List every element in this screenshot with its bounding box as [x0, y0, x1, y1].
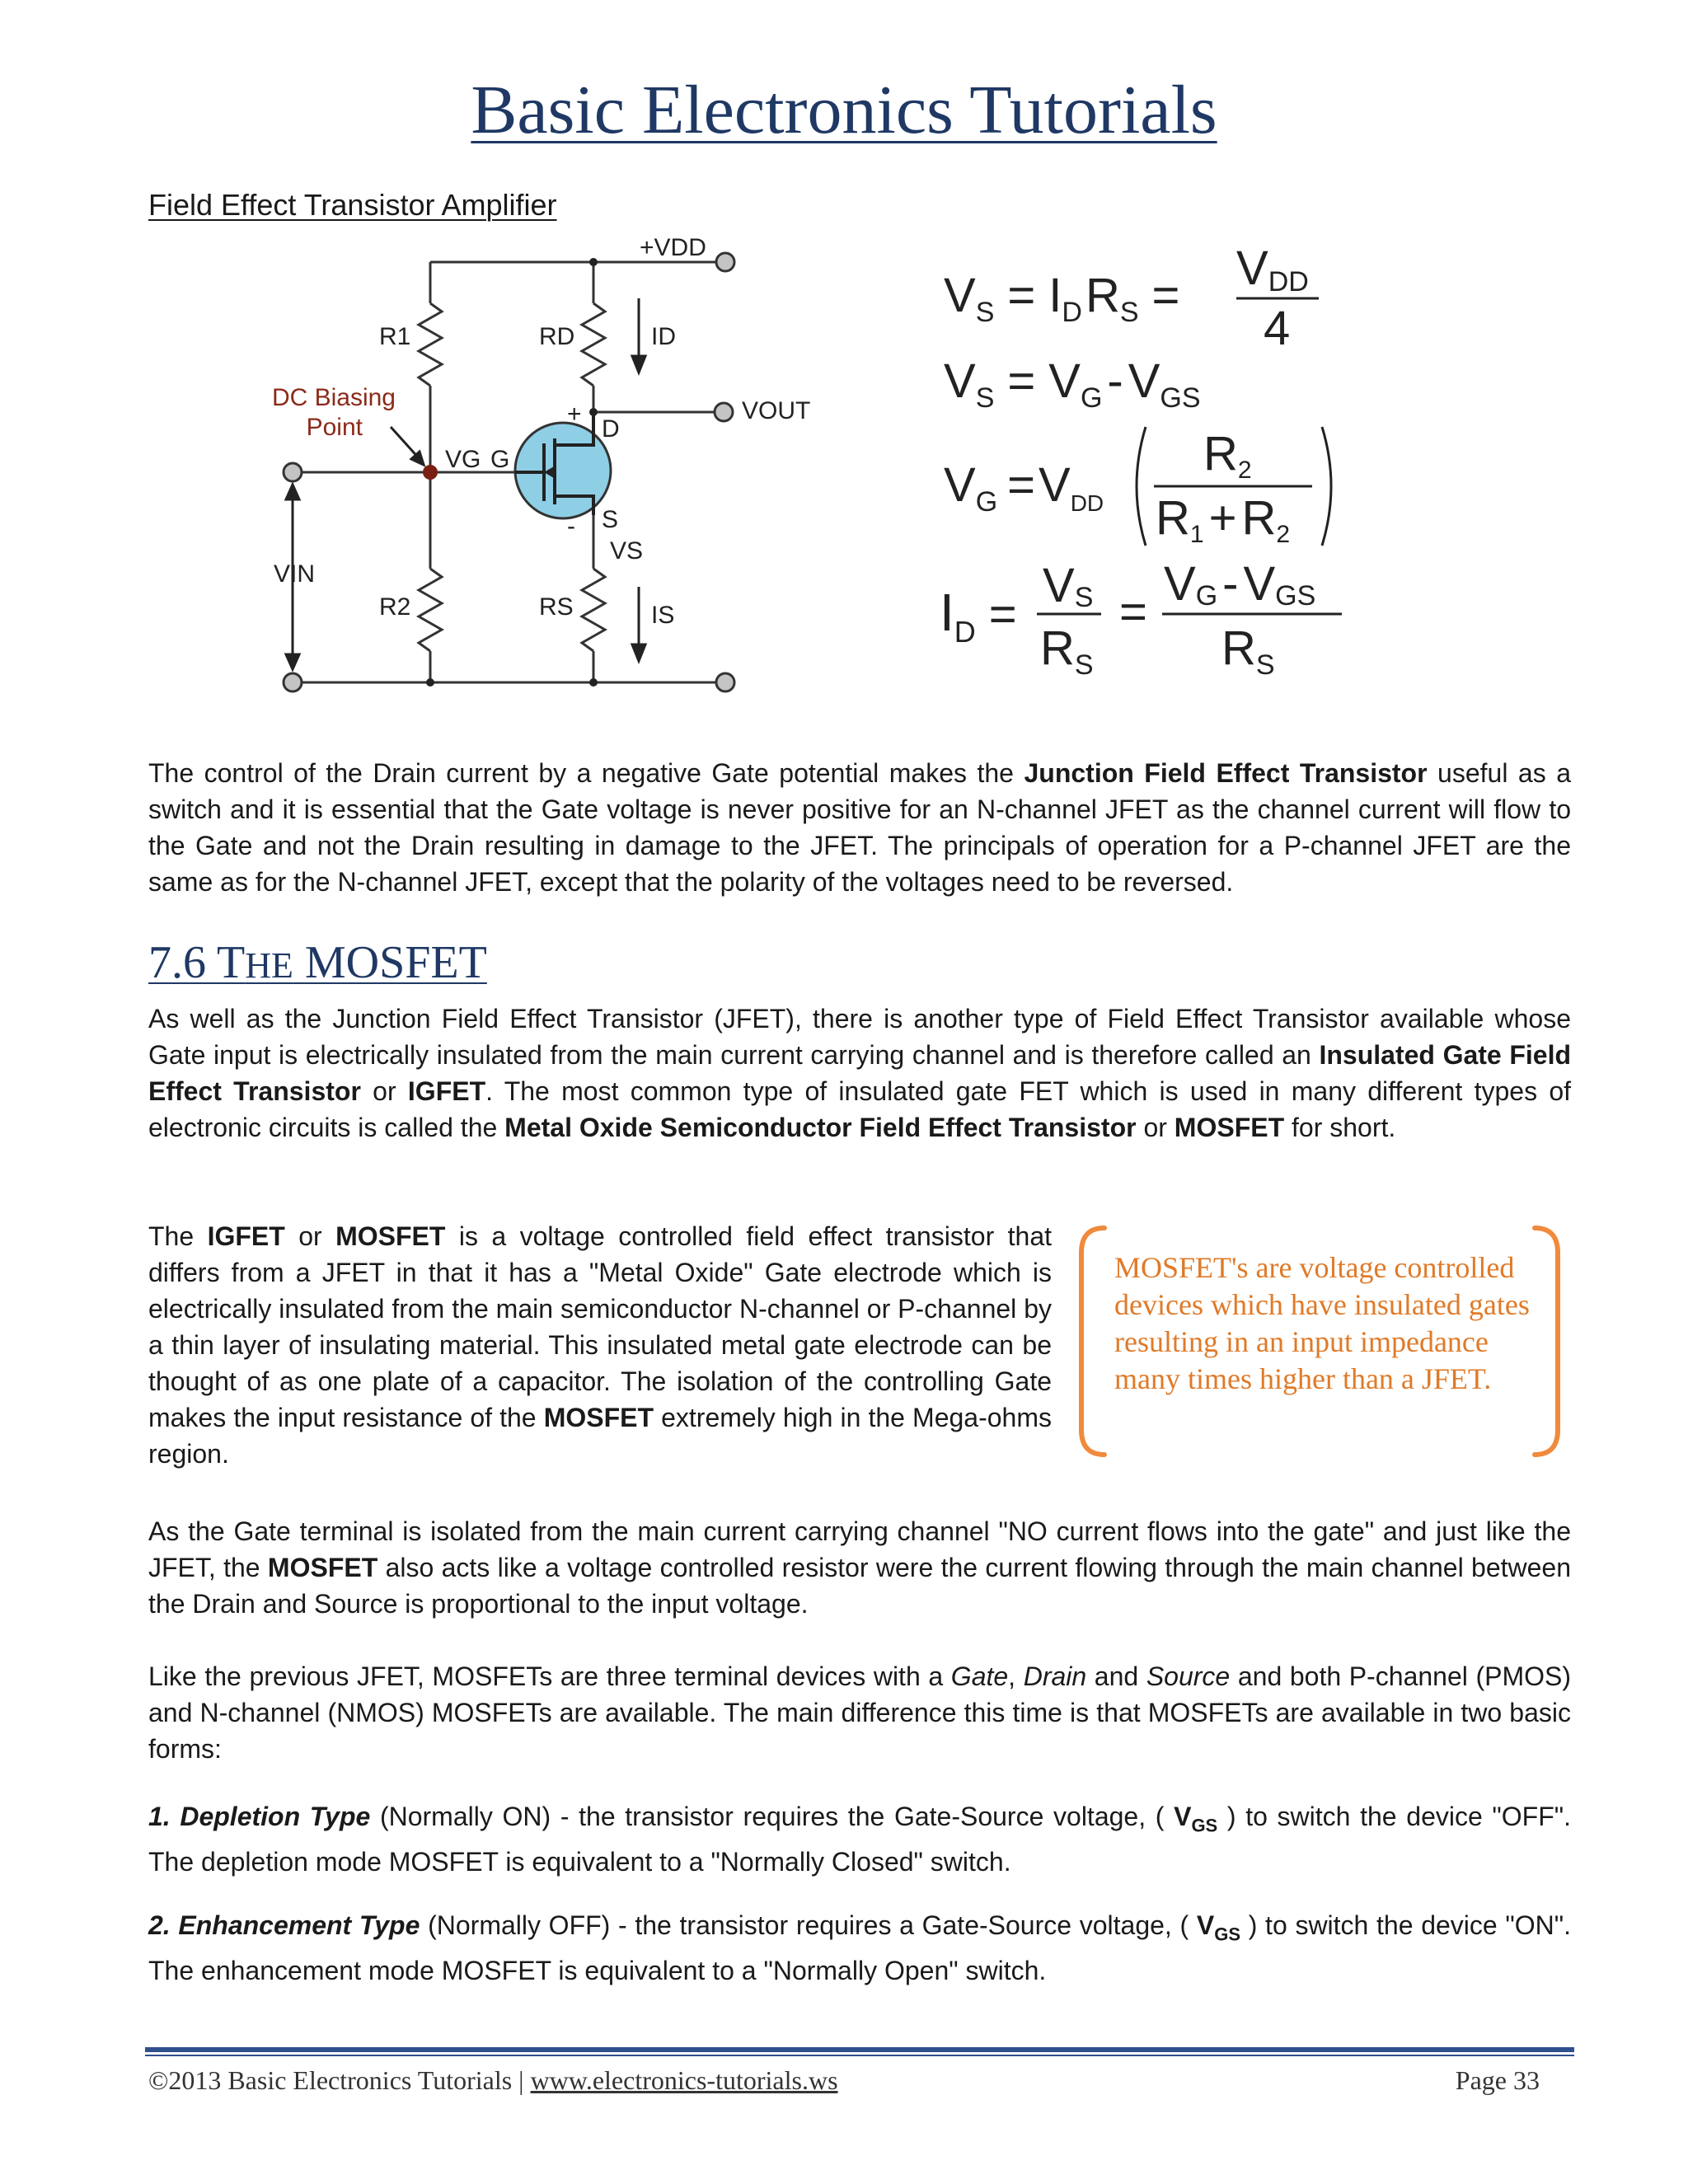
label-vs: VS: [610, 537, 644, 565]
page-number: Page 33: [1455, 2065, 1540, 2095]
svg-text:ID=: $I_D$ =: [940, 583, 1017, 649]
svg-text:VS=VG-VGS: $V_S = V_G - V_{GS}$: [944, 354, 1201, 414]
label-plus: +: [567, 401, 582, 428]
label-r1: R1: [379, 323, 411, 350]
section-heading-mosfet: 7.6 THE MOSFET: [148, 937, 487, 988]
paragraph-no-gate-current: As the Gate terminal is isolated from the main current carrying channel "NO current flows into the gate" and just like the JFET, the MOSFET also acts like a voltage controlled resistor were the current flowing through the main channel between the Drain and Source is proportional to the input voltage.: [148, 1516, 1572, 1619]
label-r2: R2: [379, 593, 411, 621]
label-vg: VG: [445, 446, 481, 473]
paragraph-depletion-type: 1. Depletion Type (Normally ON) - the transistor requires the Gate-Source voltage, ( $V_{GS}$ ) to switch the device "OFF". The depletion mode MOSFET is equivalent to a "Normally Closed" switch.: [148, 1802, 1572, 1877]
label-g: G: [490, 446, 510, 473]
paragraph-enhancement-type: 2. Enhancement Type (Normally OFF) - the transistor requires a Gate-Source voltage, ( $V_{GS}$ ) to switch the device "ON". The enhancement mode MOSFET is equivalent to a "Normally Open" switch.: [148, 1910, 1572, 1986]
footer-copyright: ©2013 Basic Electronics Tutorials |: [148, 2065, 531, 2095]
label-s: S: [602, 506, 619, 533]
svg-text:VDD: VDD: [1236, 241, 1309, 298]
label-vin: VIN: [274, 560, 316, 588]
label-rs: RS: [539, 593, 574, 621]
label-id: ID: [651, 323, 676, 350]
label-dc-biasing-1: DC Biasing: [271, 384, 396, 411]
label-d: D: [602, 415, 620, 443]
footer-rule: [145, 2047, 1574, 2052]
label-minus: -: [567, 513, 575, 540]
page-title-text: Basic Electronics Tutorials: [471, 72, 1217, 148]
footer: [148, 2065, 838, 2096]
paragraph-igfet-intro: As well as the Junction Field Effect Transistor (JFET), there is another type of Field Effect Transistor available whose Gate input is electrically insulated from the main current carrying channel and is therefore called an Insulated Gate Field Effect Transistor or IGFET. The most common type of insulated gate FET which is used in many different types of electronic circuits is called the Metal Oxide Semiconductor Field Effect Transistor or MOSFET for short.: [148, 1004, 1572, 1142]
paragraph-mosfet-insulation: The IGFET or MOSFET is a voltage controlled field effect transistor that differs from a JFET in that it has a "Metal Oxide" Gate electrode which is electrically insulated from the main semiconductor N-channel or P-channel by a thin layer of insulating material. This insulated metal gate electrode can be thought of as one plate of a capacitor. The isolation of the controlling Gate makes the input resistance of the MOSFET extremely high in the Mega-ohms region.: [148, 1221, 1053, 1469]
svg-text:RS: $R_S$: [1040, 621, 1094, 681]
callout-mosfet-impedance: MOSFET's are voltage controlled devices which have insulated gates resulting in an input impedance many times higher than a JFET.: [1114, 1251, 1530, 1395]
label-is: IS: [651, 602, 675, 629]
label-rd: RD: [539, 323, 575, 350]
footer-rule-thin: [145, 2055, 1574, 2056]
label-vdd: +VDD: [640, 234, 706, 261]
svg-text:4: 4: [1264, 302, 1291, 355]
label-vout: VOUT: [742, 397, 811, 424]
svg-text:VS=IDRS=: $V_S = I_DR_S$ =: [944, 269, 1180, 328]
label-dc-biasing-2: Point: [306, 414, 363, 441]
svg-text:VG=VDD: $V_G =V_{DD}$: [944, 458, 1104, 518]
svg-text:RS: $R_S$: [1221, 621, 1275, 681]
svg-text:R2: R2: [1203, 427, 1252, 484]
svg-text:VG-VGS: VG - VGS: [1164, 557, 1316, 612]
figure-caption: Field Effect Transistor Amplifier: [148, 188, 557, 222]
svg-text:=: =: [1119, 585, 1147, 639]
paragraph-jfet-gate: The control of the Drain current by a negative Gate potential makes the Junction Field Effect Transistor useful as a switch and it is essential that the Gate voltage is never positive for an N-channel JFET as the channel current will flow to the Gate and not the Drain resulting in damage to the JFET. The principals of operation for a P-channel JFET are the same as for the N-channel JFET, except that the polarity of the voltages need to be reversed.: [148, 758, 1572, 897]
paragraph-mosfet-forms: Like the previous JFET, MOSFETs are three terminal devices with a Gate, Drain and Source and both P-channel (PMOS) and N-channel (NMOS) MOSFETs are available. The main difference this time is that MOSFETs are available in two basic forms:: [148, 1661, 1572, 1764]
footer-link[interactable]: www.electronics-tutorials.ws: [530, 2065, 838, 2095]
svg-text:VS: VS: [1043, 559, 1094, 613]
svg-text:R1+R2: R1 + R2: [1156, 491, 1291, 548]
